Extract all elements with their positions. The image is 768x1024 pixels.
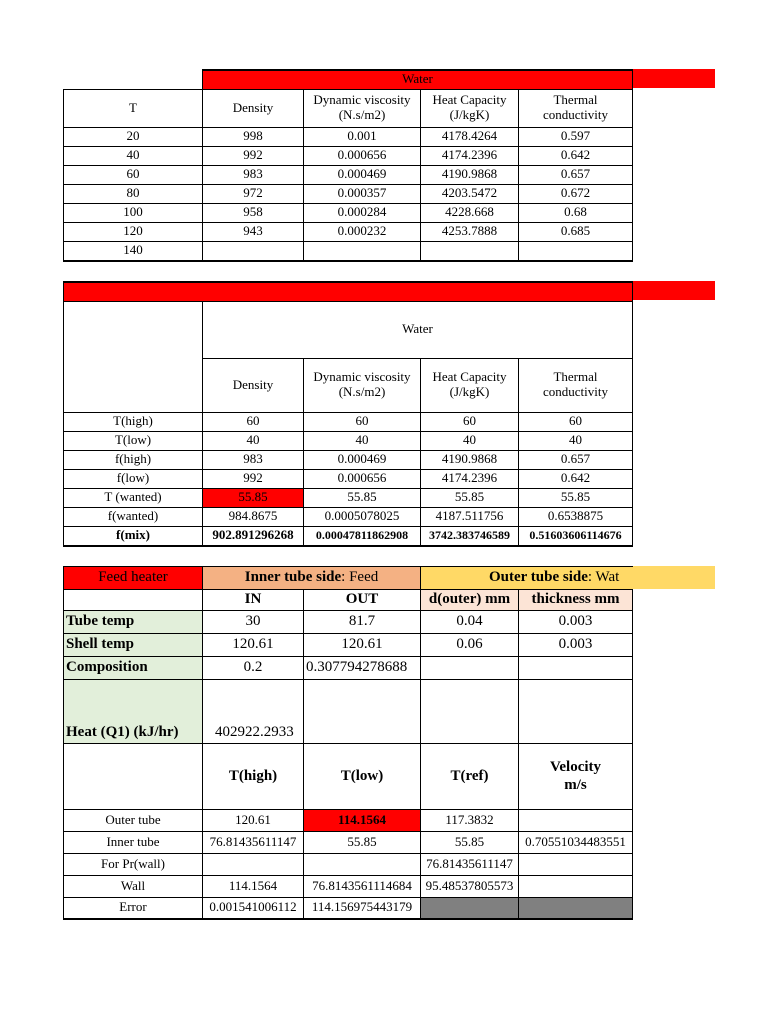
table1-header-bar [631,69,715,88]
table-cell: 0.307794278688 [304,657,421,680]
table-row [64,165,633,184]
column-header: T(ref) [421,744,519,810]
table-cell: 0.000232 [304,222,421,241]
table-cell: 81.7 [304,611,421,634]
column-header: Heat Capacity (J/kgK) [421,89,519,127]
table-cell [304,241,421,261]
table-cell: 992 [203,146,304,165]
table-cell: 20 [64,127,203,146]
table-cell [519,810,633,832]
table-cell: 0.000656 [304,469,421,488]
row-label: T (wanted) [64,488,203,507]
table-row [64,146,633,165]
table-cell: 30 [203,611,304,634]
inner-tube-side-value: : Feed [341,569,379,586]
table-cell: 4203.5472 [421,184,519,203]
column-header-thickness: thickness mm [519,590,633,611]
table-cell: 0.657 [519,450,633,469]
row-label: T(low) [64,431,203,450]
table-cell: 114.156975443179 [304,898,421,919]
table-cell: 60 [64,165,203,184]
row-label: Outer tube [64,810,203,832]
table-cell: 902.891296268 [203,526,304,546]
row-label: Error [64,898,203,919]
row-label: Tube temp [64,611,203,634]
table-cell: 76.8143561114684 [304,876,421,898]
feed-heater-label: Feed heater [64,567,203,590]
row-label: f(wanted) [64,507,203,526]
table-cell: 0.003 [519,611,633,634]
table-cell: 0.001 [304,127,421,146]
table-cell: 4253.7888 [421,222,519,241]
table-cell: 120.61 [203,810,304,832]
table-cell: 114.1564 [203,876,304,898]
section-header-bar [64,282,633,301]
table-cell: 0.000469 [304,165,421,184]
table-cell: 4174.2396 [421,469,519,488]
column-header: Density [203,358,304,412]
table-cell: 60 [304,412,421,431]
table-cell: 4174.2396 [421,146,519,165]
table-cell: 3742.383746589 [421,526,519,546]
table-row [64,634,633,657]
table-cell: 0.06 [421,634,519,657]
table-cell: 0.672 [519,184,633,203]
column-header: T(high) [203,744,304,810]
table-cell: 140 [64,241,203,261]
shaded-cell [519,898,633,919]
table-cell: 983 [203,450,304,469]
table-cell: 0.642 [519,469,633,488]
outer-tube-side-header [421,567,633,590]
column-header: Dynamic viscosity (N.s/m2) [304,358,421,412]
table-cell [519,854,633,876]
table-cell: 55.85 [421,488,519,507]
column-header: Thermal conductivity [519,89,633,127]
shaded-cell [421,898,519,919]
table-cell: 0.00047811862908 [304,526,421,546]
row-label: f(high) [64,450,203,469]
table-cell: 40 [519,431,633,450]
table-cell: 100 [64,203,203,222]
table-cell: 4228.668 [421,203,519,222]
section-title: Water [203,70,633,89]
table-row [64,898,633,919]
table-row [64,222,633,241]
table-row [64,412,633,431]
table-cell: 0.685 [519,222,633,241]
table-row [64,680,633,744]
highlighted-input-cell[interactable]: 114.1564 [304,810,421,832]
table-row [64,488,633,507]
table-cell: 0.51603606114676 [519,526,633,546]
column-header-d-outer: d(outer) mm [421,590,519,611]
table-row [64,241,633,261]
table-cell: 40 [64,146,203,165]
table-cell: 4190.9868 [421,450,519,469]
row-label: Inner tube [64,832,203,854]
column-header: T(low) [304,744,421,810]
table-cell: 0.642 [519,146,633,165]
table-cell: 0.597 [519,127,633,146]
water-properties-table [63,69,633,262]
table-cell: 0.000284 [304,203,421,222]
table-cell: 4187.511756 [421,507,519,526]
table-cell: 0.2 [203,657,304,680]
table-row [64,876,633,898]
water-interpolation-table [63,281,633,547]
table-cell: 0.000469 [304,450,421,469]
highlighted-input-cell[interactable]: 55.85 [203,488,304,507]
feed-heater-table [63,566,633,920]
table-cell: 0.000656 [304,146,421,165]
table-cell: 0.001541006112 [203,898,304,919]
row-label: T(high) [64,412,203,431]
table-cell: 55.85 [519,488,633,507]
table-cell: 984.8675 [203,507,304,526]
table-cell: 60 [421,412,519,431]
table-cell [203,854,304,876]
table-cell: 40 [304,431,421,450]
table-cell: 95.48537805573 [421,876,519,898]
column-header: Heat Capacity (J/kgK) [421,358,519,412]
table-row [64,657,633,680]
table-cell: 0.68 [519,203,633,222]
column-header: Velocity m/s [519,744,633,810]
inner-tube-side-label: Inner tube side [244,569,342,586]
column-header-in: IN [203,590,304,611]
table-cell: 0.000357 [304,184,421,203]
table-cell: 4178.4264 [421,127,519,146]
table-cell [304,854,421,876]
table-cell: 972 [203,184,304,203]
row-label: Shell temp [64,634,203,657]
table-cell [421,241,519,261]
row-label: Heat (Q1) (kJ/hr) [64,680,203,744]
table-row [64,854,633,876]
outer-tube-side-value: : Wat [587,569,620,586]
row-label: Wall [64,876,203,898]
table-cell: 80 [64,184,203,203]
inner-tube-side-header [203,567,421,590]
table-cell: 60 [203,412,304,431]
row-label: f(mix) [64,526,203,546]
column-header: T [64,89,203,127]
table-cell: 60 [519,412,633,431]
table-row [64,507,633,526]
table-row [64,450,633,469]
table-cell: 55.85 [421,832,519,854]
table-cell: 0.657 [519,165,633,184]
table-cell: 120.61 [203,634,304,657]
table-cell: 402922.2933 [203,680,304,744]
empty-corner-cell [64,301,203,412]
table-cell: 120.61 [304,634,421,657]
outer-tube-header-ext [631,566,715,589]
table-cell: 958 [203,203,304,222]
table-cell: 943 [203,222,304,241]
section-title: Water [203,301,633,358]
column-header: Dynamic viscosity (N.s/m2) [304,89,421,127]
table-cell: 0.04 [421,611,519,634]
table-cell [203,241,304,261]
table-row [64,184,633,203]
table-cell: 76.81435611147 [203,832,304,854]
column-header: Density [203,89,304,127]
table-cell: 983 [203,165,304,184]
table-cell: 40 [421,431,519,450]
table-cell: 0.0005078025 [304,507,421,526]
table-cell: 992 [203,469,304,488]
table-cell: 55.85 [304,832,421,854]
table-row [64,469,633,488]
table-cell: 4190.9868 [421,165,519,184]
outer-tube-side-label: Outer tube side [489,569,588,586]
table-cell: 998 [203,127,304,146]
table-row [64,526,633,546]
table-cell: 117.3832 [421,810,519,832]
row-label: For Pr(wall) [64,854,203,876]
column-header: Thermal conductivity [519,358,633,412]
row-label: f(low) [64,469,203,488]
table-row [64,810,633,832]
table2-header-bar [631,281,715,300]
table-cell: 0.70551034483551 [519,832,633,854]
table-row [64,832,633,854]
table-cell: 76.81435611147 [421,854,519,876]
table-cell: 0.6538875 [519,507,633,526]
table-cell: 40 [203,431,304,450]
table-cell [519,876,633,898]
table-cell: 0.003 [519,634,633,657]
table-row [64,203,633,222]
table-cell: 55.85 [304,488,421,507]
table-cell [519,241,633,261]
table-cell: 120 [64,222,203,241]
row-label: Composition [64,657,203,680]
table-row [64,611,633,634]
table-row [64,127,633,146]
table-row [64,431,633,450]
column-header-out: OUT [304,590,421,611]
